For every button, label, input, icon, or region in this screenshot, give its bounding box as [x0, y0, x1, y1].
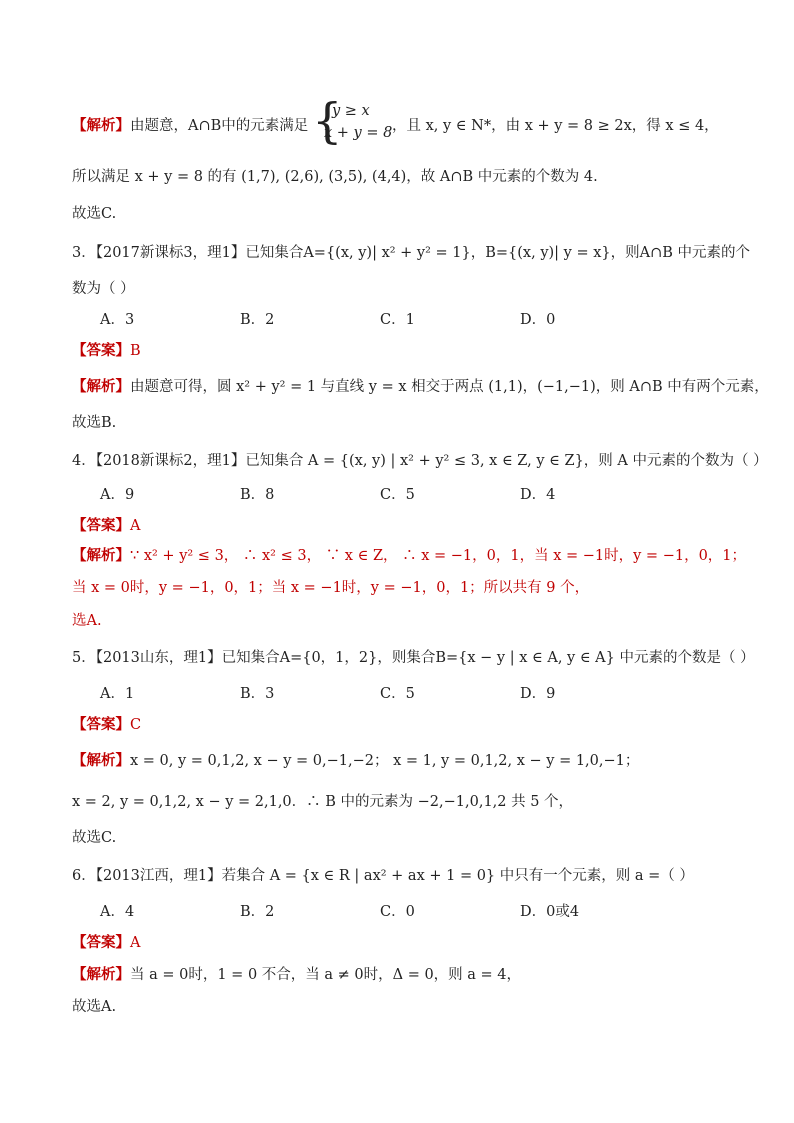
- answer-value: C: [130, 717, 142, 733]
- answer-value: A: [130, 935, 141, 951]
- q4-option-a: A．9: [100, 487, 135, 503]
- q3-stem-line2: 数为（ ）: [72, 281, 135, 297]
- analysis-text: x = 0, y = 0,1,2, x − y = 0,−1,−2； x = 1, y = 0,1,2, x − y = 1,0,−1；: [130, 753, 640, 769]
- system-row-1: y ≥ x: [332, 103, 370, 119]
- q3-option-a: A．3: [100, 312, 135, 328]
- answer-tag: 【答案】: [72, 342, 130, 359]
- q5-option-a: A．1: [100, 686, 135, 702]
- analysis-text: 由题意，A∩B中的元素满足: [130, 118, 309, 134]
- answer-tag: 【答案】: [72, 716, 130, 733]
- q2-analysis-line2: 所以满足 x + y = 8 的有 (1,7), (2,6), (3,5), (4,4)，故 A∩B 中元素的个数为 4.: [72, 169, 598, 185]
- answer-tag: 【答案】: [72, 934, 130, 951]
- q5-option-d: D．9: [520, 686, 556, 702]
- q3-answer: [72, 341, 141, 361]
- q5-analysis-line2: x = 2, y = 0,1,2, x − y = 2,1,0．∴ B 中的元素为 −2,−1,0,1,2 共 5 个，: [72, 794, 574, 810]
- q4-option-c: C．5: [380, 487, 415, 503]
- analysis-tail-text: ，且 x, y ∈ N*，由 x + y = 8 ≥ 2x，得 x ≤ 4，: [392, 118, 719, 134]
- q6-option-c: C．0: [380, 904, 415, 920]
- analysis-text: 当 a = 0时，1 = 0 不合，当 a ≠ 0时，Δ = 0，则 a = 4，: [130, 967, 522, 983]
- analysis-tag: 【解析】: [72, 117, 130, 134]
- analysis-tag: 【解析】: [72, 547, 130, 564]
- q4-answer: [72, 516, 140, 536]
- q5-analysis-line1: [72, 751, 639, 771]
- q2-choose-line: 故选C.: [72, 206, 117, 222]
- q6-answer: [72, 933, 140, 953]
- q6-option-a: A．4: [100, 904, 135, 920]
- q4-stem: 4．【2018新课标2，理1】已知集合 A = {(x, y) | x² + y² ≤ 3, x ∈ Z, y ∈ Z}，则 A 中元素的个数为（ ）: [72, 453, 768, 469]
- answer-value: B: [130, 343, 141, 359]
- q2-analysis-line1: [72, 116, 308, 136]
- q3-choose-line: 故选B.: [72, 415, 117, 431]
- q6-analysis-line1: [72, 965, 521, 985]
- q6-choose-line: 故选A.: [72, 999, 117, 1015]
- analysis-text: ∵ x² + y² ≤ 3， ∴ x² ≤ 3， ∵ x ∈ Z， ∴ x = −1，0，1，当 x = −1时，y = −1，0，1；: [130, 548, 747, 564]
- q4-option-d: D．4: [520, 487, 556, 503]
- q5-option-b: B．3: [240, 686, 275, 702]
- q5-choose-line: 故选C.: [72, 830, 117, 846]
- q4-analysis-line1: [72, 546, 746, 566]
- q6-stem: 6．【2013江西，理1】若集合 A = {x ∈ R | ax² + ax + 1 = 0} 中只有一个元素，则 a =（ ）: [72, 868, 694, 884]
- q4-analysis-line2: 当 x = 0时，y = −1，0，1；当 x = −1时，y = −1，0，1；所以共有 9 个，: [72, 580, 590, 596]
- q6-option-d: D．0或4: [520, 904, 580, 920]
- q3-option-d: D．0: [520, 312, 556, 328]
- analysis-tag: 【解析】: [72, 378, 130, 395]
- q4-option-b: B．8: [240, 487, 275, 503]
- q3-option-c: C．1: [380, 312, 415, 328]
- analysis-text: 由题意可得，圆 x² + y² = 1 与直线 y = x 相交于两点 (1,1)，(−1,−1)，则 A∩B 中有两个元素，: [130, 379, 769, 395]
- system-row-2: x + y = 8: [324, 125, 393, 141]
- answer-tag: 【答案】: [72, 517, 130, 534]
- q5-stem: 5．【2013山东，理1】已知集合A={0，1，2}，则集合B={x − y | x ∈ A, y ∈ A} 中元素的个数是（ ）: [72, 650, 755, 666]
- analysis-tag: 【解析】: [72, 966, 130, 983]
- q3-analysis-line1: [72, 377, 769, 397]
- left-brace-icon: {: [312, 93, 343, 149]
- analysis-tag: 【解析】: [72, 752, 130, 769]
- q6-option-b: B．2: [240, 904, 275, 920]
- equation-system: [312, 93, 393, 149]
- q3-stem-line1: 3．【2017新课标3，理1】已知集合A={(x, y)| x² + y² = 1}，B={(x, y)| y = x}，则A∩B 中元素的个: [72, 245, 751, 261]
- q5-answer: [72, 715, 141, 735]
- q3-option-b: B．2: [240, 312, 275, 328]
- q2-analysis-tail: [392, 116, 719, 136]
- q5-option-c: C．5: [380, 686, 415, 702]
- q4-choose-line: 选A.: [72, 613, 102, 629]
- answer-value: A: [130, 518, 141, 534]
